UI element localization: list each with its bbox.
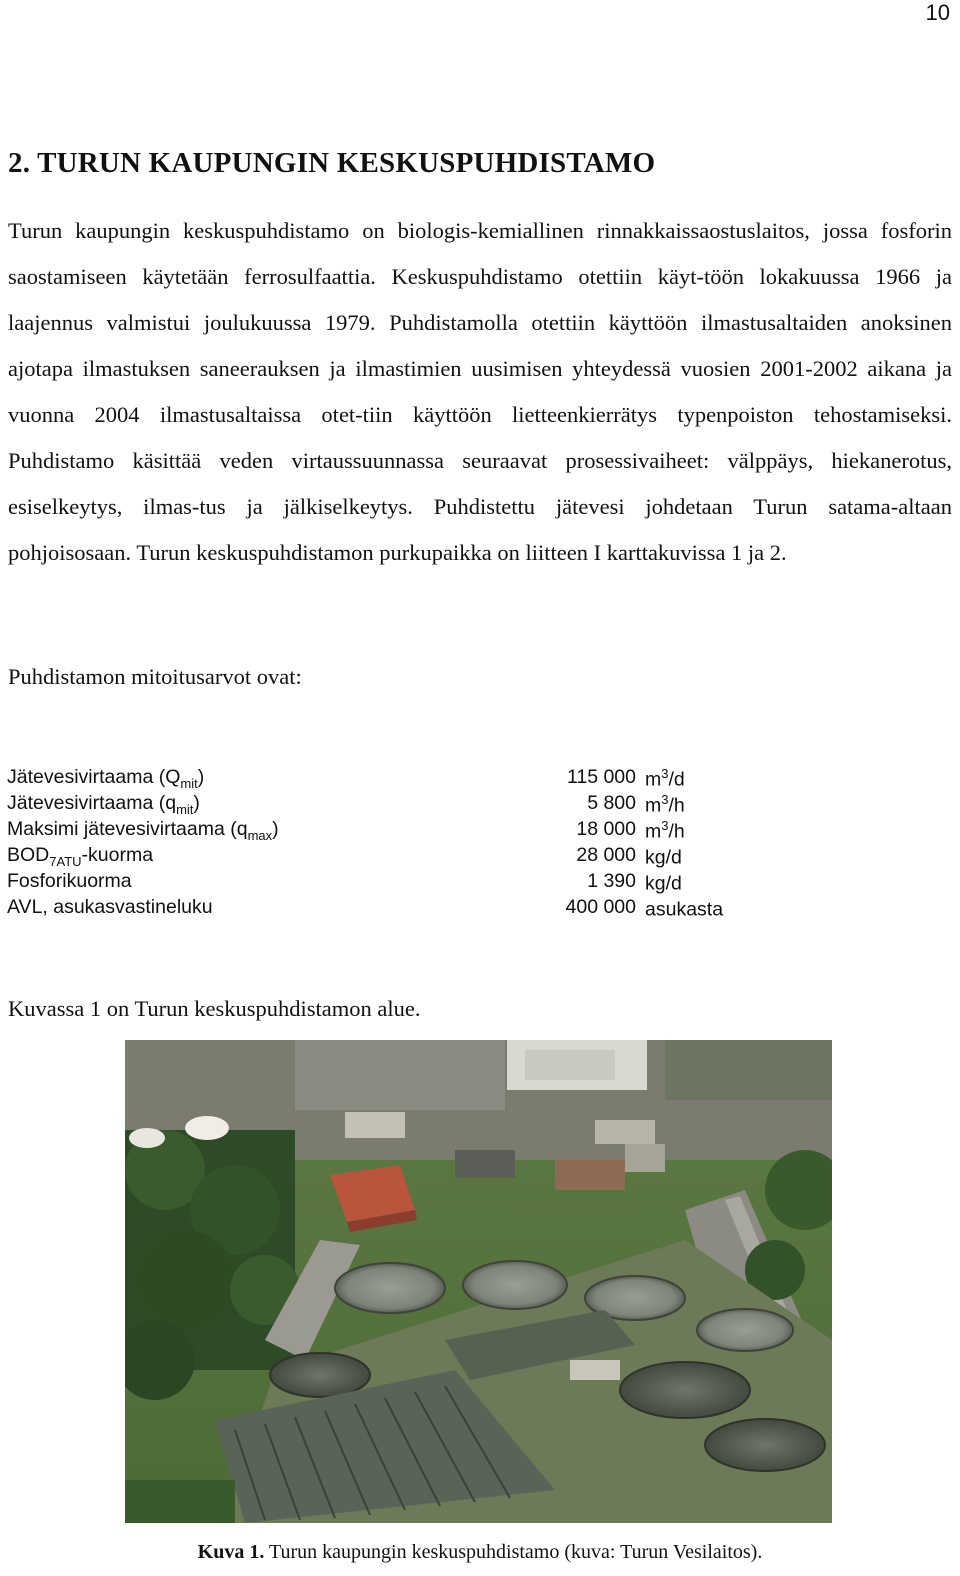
intro-paragraph: Turun kaupungin keskuspuhdistamo on biologis-kemiallinen rinnakkaissaostuslaitos, jossa fosforin saostamiseen käytetään ferrosulfaattia. Keskuspuhdistamo otettiin käyt-töön lokakuussa 1966 ja laajennus valmistui joulukuussa 1979. Puhdistamolla otettiin käyttöön ilmastusaltaiden anoksinen ajotapa ilmastuksen saneerauksen ja ilmastimien uusimisen yhteydessä vuosien 2001-2002 aikana ja vuonna 2004 ilmastusaltaissa otet-tiin käyttöön lietteenkierrätys typenpoiston tehostamiseksi. Puhdistamo käsittää veden virtaussuunnassa seuraavat prosessivaiheet: välppäys, hiekanerotus, esiselkeytys, ilmas-tus ja jälkiselkeytys. Puhdistettu jätevesi johdetaan Turun satama-altaan pohjoisosaan. Turun keskuspuhdistamon purkupaikka on liitteen I karttakuvissa 1 ja 2. (8, 218, 952, 565)
spec-label: Jätevesivirtaama $(q_{mit})$ (7, 792, 200, 817)
spec-row (7, 766, 807, 792)
spec-unit: $m^3/d$ (645, 766, 685, 791)
spec-unit: $m^3/h$ (645, 792, 685, 817)
page-number: 10 (925, 0, 950, 25)
spec-label: Jätevesivirtaama $(Q_{mit})$ (7, 766, 205, 791)
caption-label: Kuva 1. (197, 1541, 265, 1563)
spec-value: 28 000 (576, 844, 636, 866)
spec-row (7, 844, 807, 870)
spec-unit: kg/d (645, 872, 682, 895)
spec-label: Fosforikuorma (7, 870, 132, 892)
spec-unit: $m^3/h$ (645, 818, 685, 843)
spec-value: 115 000 (566, 766, 636, 788)
spec-row (7, 818, 807, 844)
spec-value: 400 000 (565, 896, 636, 918)
figure-reference: Kuvassa 1 on Turun keskuspuhdistamon alue. (8, 996, 421, 1021)
spec-value: 1 390 (587, 870, 636, 892)
design-values-table (7, 766, 807, 922)
spec-unit: kg/d (645, 846, 682, 869)
spec-label: Maksimi jätevesivirtaama $(q_{max})$ (7, 818, 279, 843)
aerial-photo-treatment-plant (125, 1040, 832, 1523)
spec-unit: asukasta (645, 898, 724, 921)
spec-label: $BOD_{7ATU}$-kuorma (7, 844, 154, 869)
spec-value: 5 800 (587, 792, 636, 814)
spec-label: AVL, asukasvastineluku (7, 896, 213, 918)
caption-text: Turun kaupungin keskuspuhdistamo (kuva: Turun Vesilaitos). (264, 1541, 763, 1563)
figure-caption (0, 1541, 960, 1564)
section-heading: 2. TURUN KAUPUNGIN KESKUSPUHDISTAMO (8, 147, 656, 179)
spec-row (7, 870, 807, 896)
spec-row (7, 896, 807, 922)
specs-intro: Puhdistamon mitoitusarvot ovat: (8, 664, 302, 689)
spec-row (7, 792, 807, 818)
spec-value: 18 000 (576, 818, 636, 840)
